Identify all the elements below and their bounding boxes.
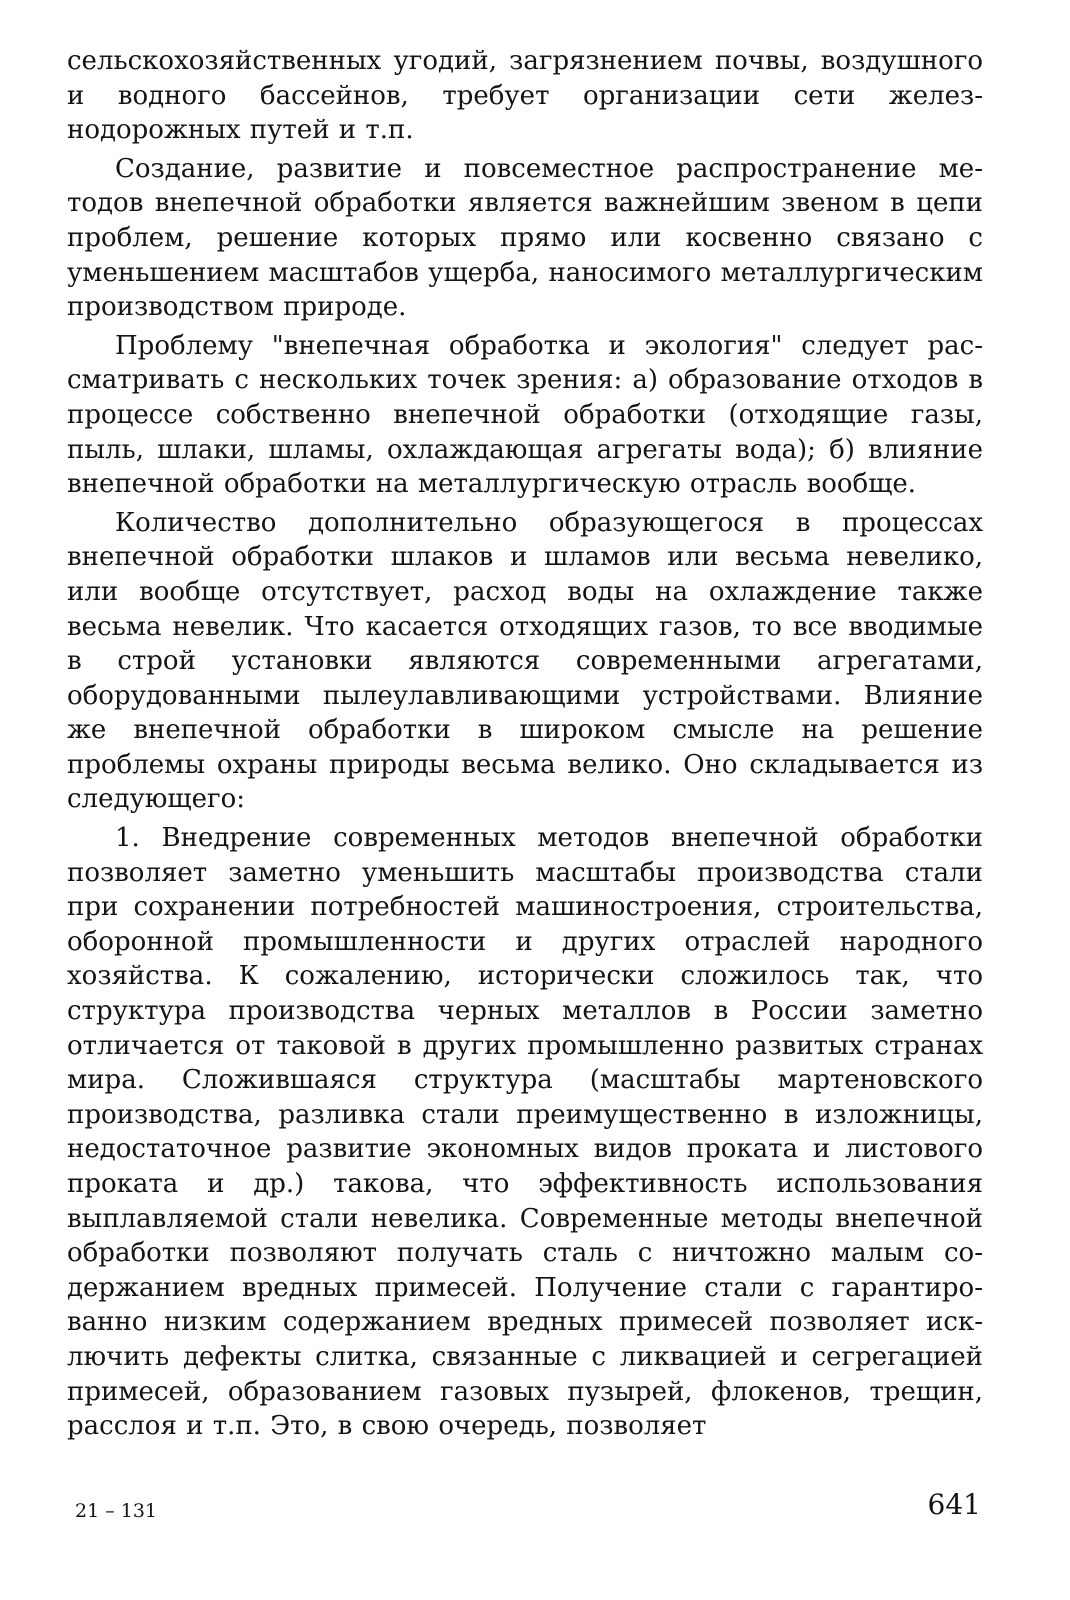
paragraph-2: Создание, развитие и повсеместное распространение методов внепечной обработки является важнейшим звеном в цепи проблем, решение которых прямо или косвенно связано с уменьшением масштабов ущерба, наносимого металлургическим производством природе. bbox=[67, 153, 983, 323]
page-number: 641 bbox=[927, 1488, 981, 1521]
paragraph-4: Количество дополнительно образующегося в процессах внепечной обработки шлаков и шламов или весьма невелико, или вообще отсутствует, расход воды на охлаждение также весьма невелик. Что касается отходящих газов, то все вводимые в строй установки являются современными агрегатами, оборудованными пылеулавливающими устройствами. Влияние же внепечной обработки в широком смысле на решение проблемы охраны природы весьма велико. Оно складывается из следующего: bbox=[67, 507, 983, 815]
page-body bbox=[67, 44, 983, 1448]
paragraph-3: Проблему "внепечная обработка и экология" следует рассматривать с нескольких точек зрения: а) образование отходов в процессе собственно внепечной обработки (отходящие газы, пыль, шлаки, шламы, охлаждающая агрегаты вода); б) влияние внепечной обработки на металлургическую отрасль вообще. bbox=[67, 330, 983, 500]
page-footer bbox=[67, 1488, 983, 1528]
paragraph-5: 1. Внедрение современных методов внепечной обработки позволяет заметно уменьшить масштабы производства стали при сохранении потребностей машиностроения, строительства, оборонной промышленности и других отраслей народного хозяйства. К сожалению, исторически сложилось так, что структура производства черных металлов в России заметно отличается от таковой в других промышленно развитых странах мира. Сложившаяся структура (масштабы мартеновского производства, разливка стали преимущественно в изложницы, недостаточное развитие экономных видов проката и листового проката и др.) такова, что эффективность использования выплавляемой стали невелика. Современные методы внепечной обработки позволяют получать сталь с ничтожно малым содержанием вредных примесей. Получение стали с гарантированно низким содержанием вредных примесей позволяет исключить дефекты слитка, связанные с ликвацией и сегрегацией примесей, образованием газовых пузырей, флокенов, трещин, расслоя и т.п. Это, в свою очередь, позволяет bbox=[67, 823, 983, 1442]
printer-signature: 21 – 131 bbox=[75, 1500, 158, 1522]
text-body bbox=[67, 44, 983, 1444]
paragraph-1: сельскохозяйственных угодий, загрязнением почвы, воздушного и водного бассейнов, требует организации сети железнодорожных путей и т.п. bbox=[67, 46, 983, 146]
